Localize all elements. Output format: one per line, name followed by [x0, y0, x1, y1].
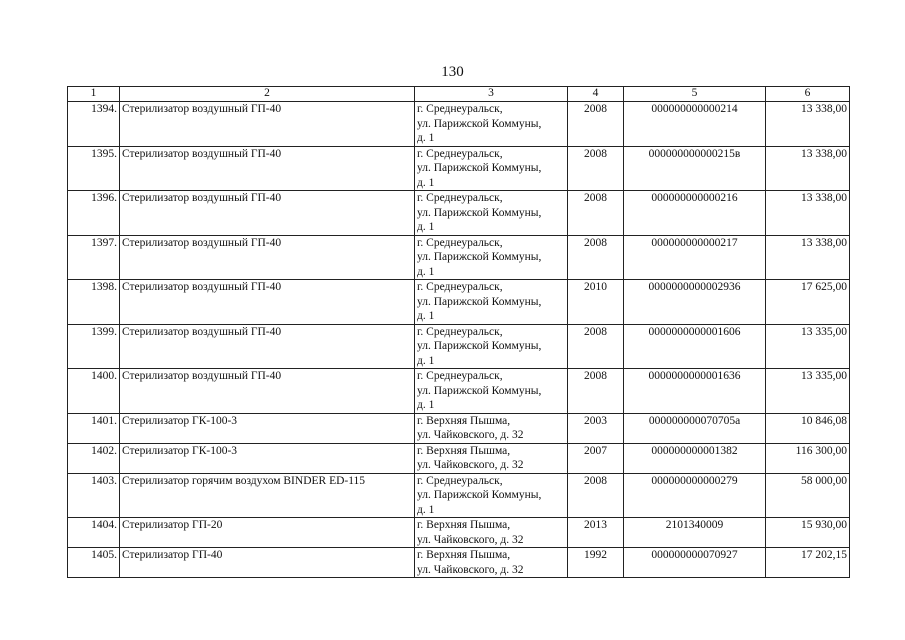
column-header: 1	[68, 87, 120, 102]
property-table	[67, 86, 850, 578]
row-number: 1401.	[68, 413, 120, 443]
row-number: 1395.	[68, 146, 120, 191]
item-year: 2003	[568, 413, 624, 443]
item-year: 2008	[568, 146, 624, 191]
table-row	[68, 443, 850, 473]
item-year: 2007	[568, 443, 624, 473]
table-row	[68, 146, 850, 191]
item-cost: 58 000,00	[766, 473, 850, 518]
item-name: Стерилизатор ГК-100-3	[120, 413, 415, 443]
item-address: г. Среднеуральск, ул. Парижской Коммуны, д. 1	[415, 369, 568, 414]
column-header: 6	[766, 87, 850, 102]
item-year: 2008	[568, 473, 624, 518]
item-year: 2008	[568, 235, 624, 280]
item-address: г. Среднеуральск, ул. Парижской Коммуны, д. 1	[415, 146, 568, 191]
table-row	[68, 102, 850, 147]
item-cost: 13 335,00	[766, 369, 850, 414]
item-name: Стерилизатор ГК-100-3	[120, 443, 415, 473]
item-name: Стерилизатор воздушный ГП-40	[120, 369, 415, 414]
column-header: 2	[120, 87, 415, 102]
inventory-number: 2101340009	[624, 518, 766, 548]
row-number: 1405.	[68, 548, 120, 578]
row-number: 1402.	[68, 443, 120, 473]
item-cost: 13 335,00	[766, 324, 850, 369]
table-row	[68, 518, 850, 548]
item-address: г. Среднеуральск, ул. Парижской Коммуны, д. 1	[415, 324, 568, 369]
item-cost: 15 930,00	[766, 518, 850, 548]
item-year: 2013	[568, 518, 624, 548]
table-row	[68, 369, 850, 414]
item-year: 2008	[568, 102, 624, 147]
item-cost: 116 300,00	[766, 443, 850, 473]
inventory-number: 000000000000215в	[624, 146, 766, 191]
item-year: 1992	[568, 548, 624, 578]
row-number: 1403.	[68, 473, 120, 518]
page-number: 130	[441, 64, 464, 80]
item-address: г. Верхняя Пышма, ул. Чайковского, д. 32	[415, 443, 568, 473]
inventory-number: 000000000000279	[624, 473, 766, 518]
inventory-number: 000000000070705а	[624, 413, 766, 443]
item-name: Стерилизатор горячим воздухом BINDER ED-115	[120, 473, 415, 518]
inventory-number: 000000000000214	[624, 102, 766, 147]
item-cost: 13 338,00	[766, 191, 850, 236]
item-name: Стерилизатор воздушный ГП-40	[120, 102, 415, 147]
item-address: г. Среднеуральск, ул. Парижской Коммуны, д. 1	[415, 191, 568, 236]
table-row	[68, 473, 850, 518]
item-address: г. Среднеуральск, ул. Парижской Коммуны, д. 1	[415, 280, 568, 325]
item-name: Стерилизатор воздушный ГП-40	[120, 191, 415, 236]
inventory-number: 000000000001382	[624, 443, 766, 473]
item-name: Стерилизатор ГП-40	[120, 548, 415, 578]
column-header: 5	[624, 87, 766, 102]
table-body	[68, 102, 850, 578]
item-address: г. Среднеуральск, ул. Парижской Коммуны, д. 1	[415, 235, 568, 280]
item-address: г. Верхняя Пышма, ул. Чайковского, д. 32	[415, 518, 568, 548]
item-cost: 17 625,00	[766, 280, 850, 325]
item-cost: 10 846,08	[766, 413, 850, 443]
table-row	[68, 191, 850, 236]
item-cost: 13 338,00	[766, 146, 850, 191]
item-name: Стерилизатор воздушный ГП-40	[120, 280, 415, 325]
row-number: 1398.	[68, 280, 120, 325]
table-row	[68, 324, 850, 369]
item-cost: 13 338,00	[766, 102, 850, 147]
table-row	[68, 280, 850, 325]
row-number: 1394.	[68, 102, 120, 147]
inventory-number: 000000000000217	[624, 235, 766, 280]
table-row	[68, 413, 850, 443]
row-number: 1397.	[68, 235, 120, 280]
header-row	[68, 87, 850, 102]
item-name: Стерилизатор воздушный ГП-40	[120, 235, 415, 280]
item-name: Стерилизатор воздушный ГП-40	[120, 324, 415, 369]
row-number: 1400.	[68, 369, 120, 414]
item-year: 2008	[568, 369, 624, 414]
item-address: г. Верхняя Пышма, ул. Чайковского, д. 32	[415, 548, 568, 578]
item-cost: 13 338,00	[766, 235, 850, 280]
item-address: г. Среднеуральск, ул. Парижской Коммуны, д. 1	[415, 473, 568, 518]
item-address: г. Верхняя Пышма, ул. Чайковского, д. 32	[415, 413, 568, 443]
inventory-number: 000000000000216	[624, 191, 766, 236]
inventory-number: 000000000070927	[624, 548, 766, 578]
row-number: 1399.	[68, 324, 120, 369]
item-name: Стерилизатор ГП-20	[120, 518, 415, 548]
column-header: 3	[415, 87, 568, 102]
table-row	[68, 235, 850, 280]
inventory-number: 0000000000001636	[624, 369, 766, 414]
column-header: 4	[568, 87, 624, 102]
row-number: 1404.	[68, 518, 120, 548]
row-number: 1396.	[68, 191, 120, 236]
inventory-number: 0000000000001606	[624, 324, 766, 369]
item-address: г. Среднеуральск, ул. Парижской Коммуны, д. 1	[415, 102, 568, 147]
item-name: Стерилизатор воздушный ГП-40	[120, 146, 415, 191]
item-year: 2010	[568, 280, 624, 325]
item-cost: 17 202,15	[766, 548, 850, 578]
table-row	[68, 548, 850, 578]
inventory-number: 0000000000002936	[624, 280, 766, 325]
item-year: 2008	[568, 191, 624, 236]
item-year: 2008	[568, 324, 624, 369]
